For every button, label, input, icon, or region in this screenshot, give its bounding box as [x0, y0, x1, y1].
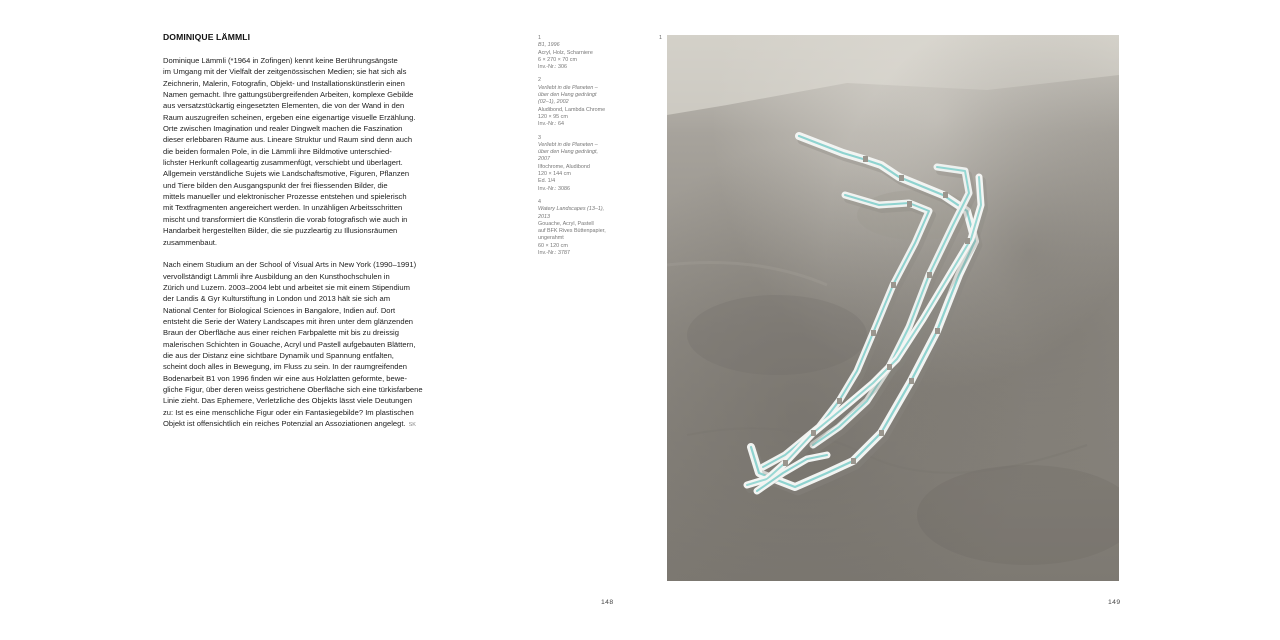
caption-edition: Ed. 1/4 [538, 178, 556, 185]
right-page [640, 0, 1280, 640]
caption-1 [538, 35, 628, 71]
caption-title: Verliebt in die Planeten – über den Hang gedrängt, 2007 [538, 141, 598, 163]
caption-number: 3 [538, 134, 541, 141]
plate-number: 1 [659, 35, 662, 41]
caption-number: 4 [538, 198, 541, 205]
caption-number: 1 [538, 35, 541, 41]
page-number-left: 148 [601, 599, 614, 606]
caption-title: Watery Landscapes (13–1), 2013 [538, 206, 605, 220]
article-paragraph-1: Dominique Lämmli (*1964 in Zofingen) kennt keine Berührungsängste im Umgang mit der Vielfalt der zeitgenössischen Medien; sie hat sich als Zeichnerin, Malerin, Fotografin, Objekt- und Installationskünstlerin einen Namen gemacht. Ihre gattungsübergreifenden Arbeiten, komplexe Gebilde aus versatzstückartig eingesetzten Elementen, die von der Wand in den Raum auszugreifen scheinen, ergeben eine eigenartige visuelle Erzählung. Orte zwischen Imagination und realer Dingwelt machen die Faszination dieser erlebbaren Räume aus. Lineare Struktur und Raum sind denn auch die beiden formalen Pole, in die Lämmli ihre Bildmotive unterschied- lichster Herkunft collageartig zusammenfügt, verschiebt und überlagert. Allgemein verständliche Sujets wie Landschaftsmotive, Figuren, Pflanzen und Tiere bilden den Ausgangspunkt der frei fliessenden Bilder, die mittels manueller und elektronischer Prozesse entstehen und spielerisch mit Textfragmenten angereichert werden. In unzähligen Arbeitsschritten mischt und transformiert die Künstlerin die vorab fotografisch wie auch in Handarbeit hergestellten Bilder, die sie puzzleartig zu Illusionsräumen zusammenbaut. [163, 56, 416, 247]
caption-2 [538, 77, 628, 128]
caption-inventory: Inv.-Nr.: 64 [538, 121, 564, 128]
caption-4 [538, 199, 628, 257]
caption-dimensions: 120 × 144 cm [538, 171, 571, 178]
caption-inventory: Inv.-Nr.: 3787 [538, 250, 570, 257]
caption-medium: Gouache, Acryl, Pastell auf BFK Rives Büttenpapier, ungerahmt [538, 220, 606, 242]
caption-medium: Acryl, Holz, Scharniere [538, 49, 593, 56]
caption-dimensions: 120 × 95 cm [538, 113, 568, 120]
caption-number: 2 [538, 77, 541, 84]
caption-medium: Aludibond, Lambda Chrome [538, 106, 606, 113]
article [163, 32, 433, 432]
caption-medium: Ilfochrome, Aludibond [538, 163, 590, 170]
caption-dimensions: 6 × 270 × 70 cm [538, 56, 577, 63]
sculpture-on-floor-image [667, 35, 1119, 581]
artwork-photo [667, 35, 1119, 581]
caption-dimensions: 60 × 120 cm [538, 242, 568, 249]
image-captions [538, 35, 628, 263]
article-paragraph-2 [163, 259, 433, 431]
caption-title: B1, 1996 [538, 42, 560, 49]
page-number-right: 149 [1108, 599, 1121, 606]
caption-inventory: Inv.-Nr.: 306 [538, 64, 567, 71]
author-initials: SK [408, 422, 416, 429]
caption-inventory: Inv.-Nr.: 3086 [538, 185, 570, 192]
article-paragraph-2-text: Nach einem Studium an der School of Visual Arts in New York (1990–1991) vervollständigt Lämmli ihre Ausbildung an den Kunsthochschulen in Zürich und Luzern. 2003–2004 lebt und arbeitet sie mit einem Stipendium der Landis & Gyr Kulturstiftung in London und 2013 hält sie sich am National Center for Biological Sciences in Bangalore, Indien auf. Dort entsteht die Serie der Watery Landscapes mit ihren unter dem glänzenden Braun der Oberfläche aus einer reichen Farbpalette mit bis zu dreissig malerischen Schichten in Gouache, Acryl und Pastell aufgebauten Blättern, die aus der Distanz eine sichtbare Dynamik und Spannung entfalten, scheint doch alles in Bewegung, im Fluss zu sein. In der raumgreifenden Bodenarbeit B1 von 1996 finden wir eine aus Holzlatten geformte, bewe- gliche Figur, über deren weiss gestrichene Oberfläche sich eine türkisfarbene Linie zieht. Das Ephemere, Verletzliche des Objekts lässt viele Deutungen zu: Ist es eine menschliche Figur oder ein Fantasiegebilde? Im plastischen Objekt ist offensichtlich ein reiches Potenzial an Assoziationen angelegt. [163, 260, 423, 429]
caption-3 [538, 135, 628, 193]
article-heading: DOMINIQUE LÄMMLI [163, 32, 251, 42]
caption-title: Verliebt in die Planeten – über den Hang gedrängt (02–1), 2002 [538, 84, 598, 106]
